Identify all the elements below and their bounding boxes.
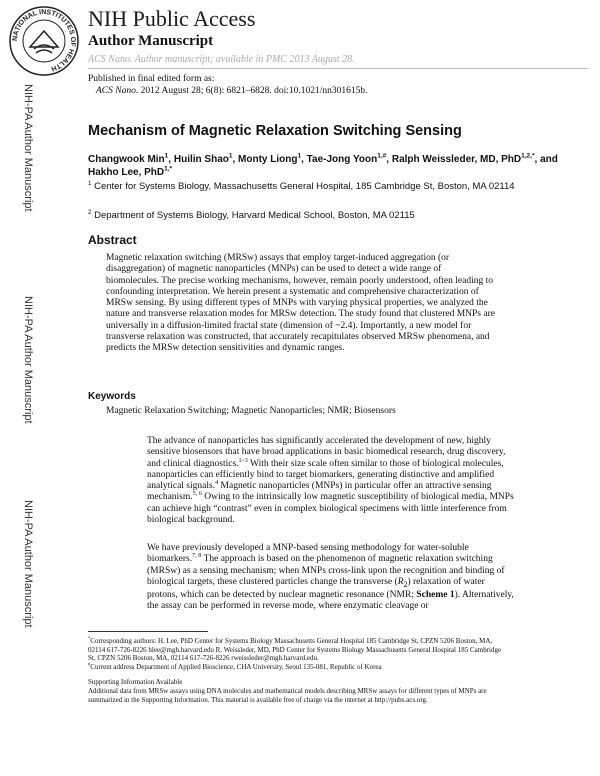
article-title: Mechanism of Magnetic Relaxation Switching Sensing [88,123,462,139]
nih-logo [8,5,80,77]
citation [96,86,368,96]
pmc-availability-note: ACS Nano. Author manuscript; available in PMC 2013 August 28. [88,54,355,65]
affiliation-text: Department of Systems Biology, Harvard Medical School, Boston, MA 02115 [94,210,415,221]
author-name: Monty Liong [238,154,298,165]
text-run: ). Alternatively, the assay can be performed in reverse mode, where enzymatic cleavage or [147,590,514,612]
scheme-link[interactable]: Scheme 1 [416,590,455,601]
author-list: Changwook Min$^1$, Huilin Shao$^1$, Monty Liong$^1$, Tae-Jong Yoon$^{1,\#}$, Ralph Weissleder, MD, PhD$^{1,2,*}$, and Hakho Lee, PhD$^{1,*}$ [88,152,558,178]
author-affiliation-mark: 1 [164,152,169,160]
footnote-divider [88,631,208,632]
text-run: The approach is based on the phenomenon of magnetic relaxation switching (MRSw) as a sensing mechanism; when MNPs cross-link upon the recognition and binding of biological targets, these clustered particles change the transverse ( [147,554,505,587]
nih-title: NIH Public Access [88,6,256,31]
footnote-text: Current address Department of Applied Bioscience, CHA University, Seoul 135-081, Republic of Korea [90,663,382,671]
author-name: Hakho Lee, PhD [88,167,165,178]
affiliation-text: Center for Systems Biology, Massachusetts General Hospital, 185 Cambridge St, Boston, MA 02114 [94,181,515,192]
abstract-text: Magnetic relaxation switching (MRSw) assays that employ target-induced aggregation (or disaggregation) of magnetic nanoparticles (MNPs) can be used to detect a wide range of biomolecules. The precise working mechanisms, however, remain poorly understood, often leading to confounding interpretation. We herein present a systematic and comprehensive characterization of MRSw sensing. By using different types of MNPs with varying physical properties, we analyzed the nature and transverse relaxation modes for MRSw detection. The study found that clustered MNPs are universally in a diffusion-limited fractal state (dimension of ~2.4). Importantly, a new model for transverse relaxation was constructed, that accurately recapitulates observed MRSw phenomena, and predicts the MRSw detection sensitivities and dynamic ranges. [106,253,495,354]
citation-journal: ACS Nano [96,86,136,96]
symbol-r: R [397,576,404,587]
symbol-subscript: 2 [403,579,408,589]
reference-mark[interactable]: 4 [215,480,219,487]
supporting-info-heading: Supporting Information Available [88,678,183,686]
affiliation-1 [88,181,588,193]
author-affiliation-mark: 1,2,* [521,152,535,160]
footnote-mark: # [88,661,91,667]
text-run: With their size scale often similar to those of biological molecules, nanoparticles can efficiently bind to target biomarkers, generating distinctive and amplified analytical signals. [147,458,504,492]
header-divider [88,68,588,69]
sidebar-label-middle: NIH-PA Author Manuscript [22,296,34,424]
body-paragraph-1 [147,436,517,526]
svg-text:NATIONAL INSTITUTES OF HEALTH [12,9,76,72]
text-run: Owing to the intrinsically low magnetic susceptibility of biological media, MNPs can achieve high “contrast” even in complex biological specimens with little interference from biological background. [147,492,514,526]
sidebar-label-bottom: NIH-PA Author Manuscript [22,500,34,628]
sidebar-label-top: NIH-PA Author Manuscript [22,84,34,212]
footnote-text: Corresponding authors: H. Lee, PhD Center for Systems Biology Massachusetts General Hospital 185 Cambridge St, CPZN 5206 Boston, MA, 02114 617-726-8226 hlee@mgh.harvard.edu R. Weissleder, MD, PhD Center for Systems Biology Massachusetts General Hospital 185 Cambridge St, CPZN 5206 Boston, MA, 02114 617-726-8226 rweissleder@mgh.harvard.edu. [88,637,502,662]
footnote-corresponding [88,637,508,663]
footnote-current-address [88,663,508,672]
affiliation-mark: 2 [88,208,92,216]
affiliation-2 [88,210,588,222]
body-paragraph-2 [147,543,517,613]
author-affiliation-mark: 1,* [164,165,173,173]
reference-mark[interactable]: 7, 8 [192,553,202,560]
text-run: ) relaxation of water protons, which can be detected by nuclear magnetic resonance (NMR; [147,576,485,601]
author-affiliation-mark: 1,# [377,152,387,160]
text-run: The advance of nanoparticles has significantly accelerated the development of new, highly sensitive biosensors that have broad applications in basic biomedical research, drug discovery, and clinical diagnostics. [147,436,506,469]
author-manuscript-label: Author Manuscript [88,33,214,49]
logo-text: NATIONAL INSTITUTES OF HEALTH [11,8,77,72]
author-name: Tae-Jong Yoon [306,154,378,165]
footnote-mark: * [88,635,91,641]
author-affiliation-mark: 1 [297,152,302,160]
author-affiliation-mark: 1 [228,152,233,160]
text-run: Magnetic nanoparticles (MNPs) in particular offer an attractive sensing mechanism. [147,481,492,503]
affiliation-mark: 1 [88,179,92,187]
author-name: Ralph Weissleder, MD, PhD [391,154,522,165]
published-label: Published in final edited form as: [88,74,215,84]
reference-mark[interactable]: 1–3 [238,457,248,464]
supporting-info-text: Additional data from MRSw assays using DNA molecules and mathematical models describing MRSw assays for different types of MNPs are summarized in the Supporting Information. This material is available free of charge via the internet at http://pubs.acs.org. [88,687,487,704]
reference-mark[interactable]: 5, 6 [192,491,202,498]
author-name: Huilin Shao [173,154,229,165]
abstract-heading: Abstract [88,233,137,247]
citation-details: . 2012 August 28; 6(8): 6821–6828. doi:10.1021/nn301615b. [135,86,368,96]
author-name: Changwook Min [88,154,165,165]
keywords-heading: Keywords [88,391,136,402]
text-run: We have previously developed a MNP-based sensing methodology for water-soluble biomarkers. [147,543,469,565]
keywords-text: Magnetic Relaxation Switching; Magnetic Nanoparticles; NMR; Biosensors [106,406,396,416]
